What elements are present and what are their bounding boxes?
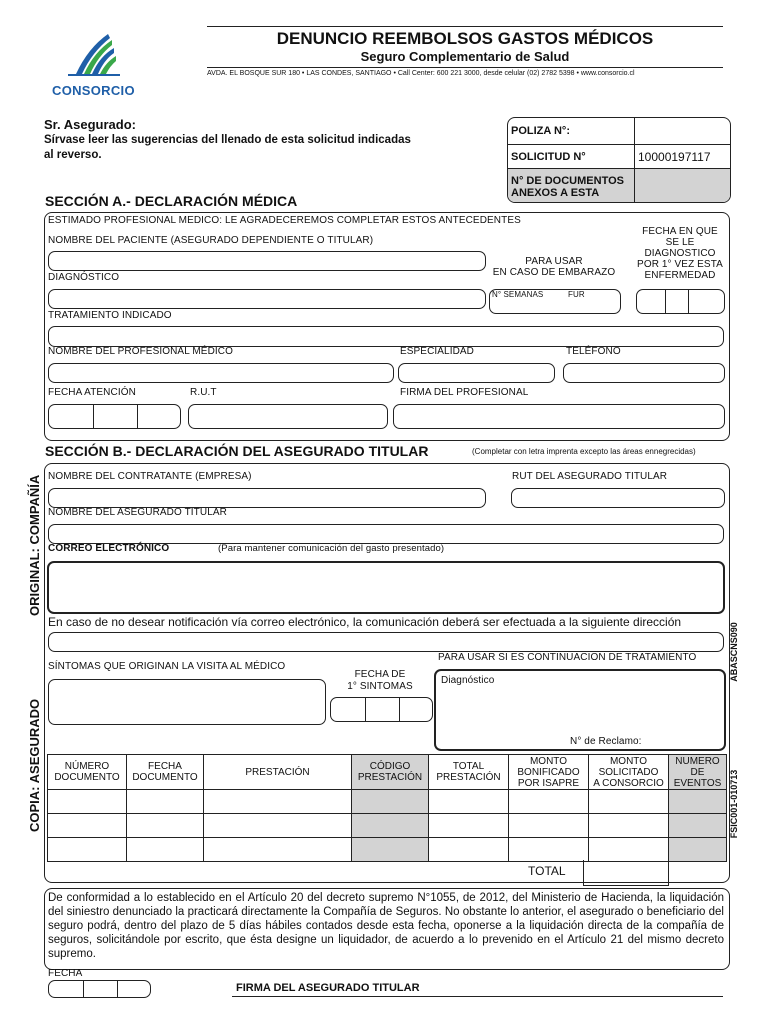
col-requested-header: MONTO SOLICITADO A CONSORCIO	[589, 755, 669, 790]
diagnosis-label: DIAGNÓSTICO	[48, 272, 120, 283]
patient-name-label: NOMBRE DEL PACIENTE (ASEGURADO DEPENDIENTE O TITULAR)	[48, 235, 374, 246]
table-cell[interactable]	[589, 838, 669, 862]
company-logo	[48, 28, 138, 96]
table-cell[interactable]	[127, 814, 204, 838]
table-cell[interactable]	[589, 790, 669, 814]
greeting: Sr. Asegurado:	[44, 117, 136, 132]
logo-building-icon	[48, 28, 138, 78]
docs-label: N° DE DOCUMENTOS ANEXOS A ESTA	[508, 169, 635, 204]
first-diagnosis-date-field[interactable]	[636, 289, 725, 314]
section-a-title: SECCIÓN A.- DECLARACIÓN MÉDICA	[45, 193, 298, 209]
first-diagnosis-date-label-4: POR 1° VEZ ESTA	[637, 259, 723, 270]
professional-name-label: NOMBRE DEL PROFESIONAL MÉDICO	[48, 346, 233, 357]
table-cell	[669, 838, 727, 862]
attention-date-field[interactable]	[48, 404, 181, 429]
symptom-date-label-2: 1° SINTOMAS	[347, 681, 413, 692]
table-cell[interactable]	[589, 814, 669, 838]
pregnancy-field[interactable]	[489, 289, 621, 314]
holder-name-field[interactable]	[48, 524, 724, 544]
docs-value	[635, 169, 732, 204]
col-events-header: NUMERO DE EVENTOS	[669, 755, 727, 790]
table-cell	[352, 814, 429, 838]
col-service-code-header: CÓDIGO PRESTACIÓN	[352, 755, 429, 790]
email-note: (Para mantener comunicación del gasto presentado)	[218, 543, 445, 554]
first-diagnosis-date-label-3: DIAGNOSTICO	[644, 248, 716, 259]
table-cell[interactable]	[48, 790, 127, 814]
symptoms-field[interactable]	[48, 679, 326, 725]
table-cell	[669, 814, 727, 838]
section-a-intro: ESTIMADO PROFESIONAL MEDICO: LE AGRADECEREMOS COMPLETAR ESTOS ANTECEDENTES	[48, 215, 521, 226]
claim-number-label: N° de Reclamo:	[570, 736, 642, 747]
symptoms-label: SÍNTOMAS QUE ORIGINAN LA VISITA AL MÉDICO	[48, 661, 286, 672]
table-header-row	[48, 755, 727, 790]
instructions-line-2: al reverso.	[44, 149, 102, 161]
footer-date-label: FECHA	[48, 968, 83, 979]
table-cell[interactable]	[429, 838, 509, 862]
table-cell[interactable]	[429, 790, 509, 814]
pregnancy-label-1: PARA USAR	[525, 256, 583, 267]
table-cell[interactable]	[509, 838, 589, 862]
first-diagnosis-date-label-1: FECHA EN QUE	[642, 226, 718, 237]
table-cell	[352, 790, 429, 814]
table-cell[interactable]	[204, 814, 352, 838]
rut-label: R.U.T	[190, 387, 217, 398]
form-subtitle: Seguro Complementario de Salud	[360, 49, 570, 64]
holder-rut-label: RUT DEL ASEGURADO TITULAR	[512, 471, 668, 482]
poliza-label: POLIZA N°:	[508, 118, 635, 145]
form-code-2: FSIC001-010713	[729, 769, 739, 839]
table-cell[interactable]	[48, 838, 127, 862]
total-field[interactable]	[583, 860, 669, 886]
logo-text: CONSORCIO	[52, 83, 135, 98]
company-name-field[interactable]	[48, 488, 486, 508]
footer-date-field[interactable]	[48, 980, 151, 998]
rut-field[interactable]	[188, 404, 388, 429]
instructions-line-1: Sírvase leer las sugerencias del llenado de esta solicitud indicadas	[44, 134, 411, 146]
company-name-label: NOMBRE DEL CONTRATANTE (EMPRESA)	[48, 471, 252, 482]
table-cell[interactable]	[127, 790, 204, 814]
signature-line	[232, 996, 723, 997]
header-top-rule	[207, 26, 723, 27]
symptom-date-label-1: FECHA DE	[354, 669, 406, 680]
professional-name-field[interactable]	[48, 363, 394, 383]
col-doc-number-header: NÚMERO DOCUMENTO	[48, 755, 127, 790]
col-isapre-header: MONTO BONIFICADO POR ISAPRE	[509, 755, 589, 790]
section-b-note: (Completar con letra imprenta excepto las áreas ennegrecidas)	[472, 447, 696, 456]
holder-name-label: NOMBRE DEL ASEGURADO TITULAR	[48, 507, 227, 518]
continuation-box[interactable]	[434, 669, 726, 751]
continuation-diagnosis-label: Diagnóstico	[441, 675, 495, 686]
email-field[interactable]	[47, 561, 725, 614]
table-cell[interactable]	[509, 790, 589, 814]
holder-rut-field[interactable]	[511, 488, 725, 508]
attention-date-label: FECHA ATENCIÓN	[48, 387, 136, 398]
header-bottom-rule	[207, 67, 723, 68]
section-b-title: SECCIÓN B.- DECLARACIÓN DEL ASEGURADO TITULAR	[45, 443, 429, 459]
postal-address-field[interactable]	[48, 632, 724, 652]
form-code-1: ABASCNS090	[729, 622, 739, 682]
specialty-label: ESPECIALIDAD	[400, 346, 475, 357]
table-cell[interactable]	[509, 814, 589, 838]
col-service-header: PRESTACIÓN	[204, 755, 352, 790]
col-total-header: TOTAL PRESTACIÓN	[429, 755, 509, 790]
table-row	[48, 814, 727, 838]
col-doc-date-header: FECHA DOCUMENTO	[127, 755, 204, 790]
total-label: TOTAL	[528, 864, 566, 878]
expenses-table	[47, 754, 727, 862]
professional-signature-label: FIRMA DEL PROFESIONAL	[400, 387, 529, 398]
first-diagnosis-date-label-5: ENFERMEDAD	[644, 270, 716, 281]
table-cell	[352, 838, 429, 862]
solicitud-value[interactable]: 10000197117	[635, 145, 732, 169]
phone-field[interactable]	[563, 363, 725, 383]
legal-notice-text: De conformidad a lo establecido en el Artículo 20 del decreto supremo N°1055, de 2012, del Ministerio de Hacienda, la liquidación del siniestro denunciado la practicará directamente la Compañía de Seguros. No obstante lo anterior, el asegurado o beneficiario del seguro podrá, dentro del plazo de 5 días hábiles contados desde esta fecha, oponerse a la liquidación directa de la compañía de seguros, solicitándole por escrito, que ésta designe un liquidador, de acuerdo a lo prevenido en el Artículo 21 del mismo decreto supremo.	[48, 892, 724, 960]
original-company-label: ORIGINAL: COMPAÑÍA	[27, 474, 42, 616]
pregnancy-label-2: EN CASO DE EMBARAZO	[492, 267, 616, 278]
copy-insured-label: COPIA: ASEGURADO	[27, 698, 42, 832]
professional-signature-field[interactable]	[393, 404, 725, 429]
table-cell[interactable]	[204, 790, 352, 814]
table-cell[interactable]	[429, 814, 509, 838]
table-row	[48, 838, 727, 862]
fur-label: FUR	[568, 290, 585, 299]
policy-box	[507, 117, 731, 203]
specialty-field[interactable]	[398, 363, 555, 383]
continuation-label: PARA USAR SI ES CONTINUACION DE TRATAMIENTO	[438, 652, 697, 663]
diagnosis-field[interactable]	[48, 289, 486, 309]
solicitud-label: SOLICITUD N°	[508, 145, 635, 169]
holder-signature-label: FIRMA DEL ASEGURADO TITULAR	[236, 982, 420, 994]
table-cell[interactable]	[127, 838, 204, 862]
table-cell	[669, 790, 727, 814]
poliza-value[interactable]	[635, 118, 732, 145]
treatment-label: TRATAMIENTO INDICADO	[48, 310, 172, 321]
no-email-notice: En caso de no desear notificación vía correo electrónico, la comunicación deberá ser efectuada a la siguiente dirección	[48, 615, 682, 629]
weeks-label: N° SEMANAS	[492, 290, 544, 299]
treatment-field[interactable]	[48, 326, 724, 347]
table-cell[interactable]	[204, 838, 352, 862]
table-cell[interactable]	[48, 814, 127, 838]
patient-name-field[interactable]	[48, 251, 486, 271]
email-label: CORREO ELECTRÓNICO	[48, 543, 170, 554]
phone-label: TELÉFONO	[566, 346, 621, 357]
first-diagnosis-date-label-2: SE LE	[665, 237, 695, 248]
company-address: AVDA. EL BOSQUE SUR 180 • LAS CONDES, SANTIAGO • Call Center: 600 221 3000, desde celular (02) 2782 5398 • www.consorcio.cl	[207, 70, 635, 77]
symptom-date-field[interactable]	[330, 697, 433, 722]
form-title: DENUNCIO REEMBOLSOS GASTOS MÉDICOS	[276, 29, 654, 48]
table-row	[48, 790, 727, 814]
